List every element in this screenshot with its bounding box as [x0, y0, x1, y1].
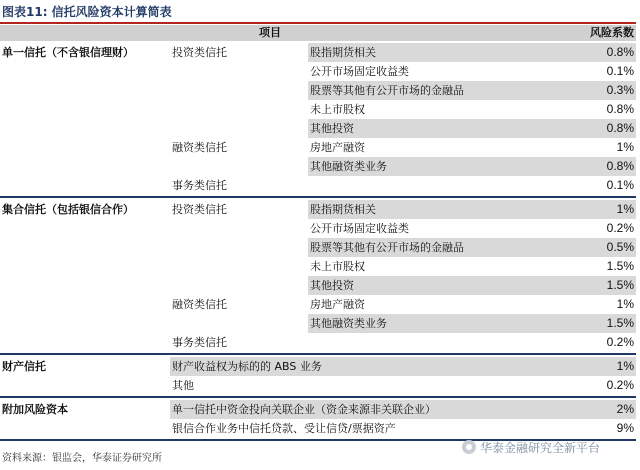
row-detail: 公开市场固定收益类: [310, 65, 409, 78]
row-detail: 其他融资类业务: [310, 160, 387, 173]
row-subcategory: 投资类信托: [172, 203, 227, 216]
row-risk-value: 1%: [616, 359, 634, 373]
row-subcategory: 事务类信托: [172, 179, 227, 192]
row-detail: 股指期货相关: [310, 46, 376, 59]
header-item-label: 项目: [259, 26, 281, 39]
row-risk-value: 0.8%: [606, 45, 634, 59]
header-risk-label: 风险系数: [590, 26, 634, 39]
wechat-icon: [462, 440, 476, 454]
row-risk-value: 1%: [616, 140, 634, 154]
source-note: 资料来源：银监会，华泰证券研究所: [2, 453, 162, 464]
row-detail: 股指期货相关: [310, 203, 376, 216]
section-divider: [0, 396, 636, 398]
row-risk-value: 2%: [616, 402, 634, 416]
row-subcategory: 融资类信托: [172, 141, 227, 154]
row-risk-value: 1.5%: [606, 278, 634, 292]
row-risk-value: 0.2%: [606, 335, 634, 349]
row-risk-value: 0.2%: [606, 221, 634, 235]
section-divider: [0, 196, 636, 198]
row-detail: 公开市场固定收益类: [310, 222, 409, 235]
watermark: [462, 437, 638, 457]
section-divider: [0, 353, 636, 355]
row-subcategory: 融资类信托: [172, 298, 227, 311]
row-risk-value: 0.1%: [606, 178, 634, 192]
section-category: 财产信托: [2, 360, 46, 373]
row-subcategory: 事务类信托: [172, 336, 227, 349]
row-risk-value: 0.2%: [606, 378, 634, 392]
row-subcategory: 银信合作业务中信托贷款、受让信贷/票据资产: [172, 422, 396, 435]
row-risk-value: 0.8%: [606, 159, 634, 173]
row-subcategory: 财产收益权为标的的 ABS 业务: [172, 360, 322, 373]
row-subcategory: 单一信托中资金投向关联企业（资金来源非关联企业）: [172, 403, 436, 416]
row-risk-value: 0.8%: [606, 102, 634, 116]
title-rule: [0, 22, 636, 24]
row-detail: 其他融资类业务: [310, 317, 387, 330]
section-category: 集合信托（包括银信合作）: [2, 203, 134, 216]
section-category: 单一信托（不含银信理财）: [2, 46, 134, 59]
row-detail: 其他投资: [310, 279, 354, 292]
row-risk-value: 1%: [616, 297, 634, 311]
row-risk-value: 0.8%: [606, 121, 634, 135]
row-risk-value: 0.5%: [606, 240, 634, 254]
row-detail: 房地产融资: [310, 298, 365, 311]
figure-title: 图表11: 信托风险资本计算简表: [2, 5, 172, 19]
row-detail: 股票等其他有公开市场的金融品: [310, 84, 464, 97]
row-risk-value: 9%: [616, 421, 634, 435]
row-risk-value: 0.3%: [606, 83, 634, 97]
watermark-text: 华泰金融研究全新平台: [480, 440, 601, 455]
row-subcategory: 投资类信托: [172, 46, 227, 59]
section-category: 附加风险资本: [2, 403, 68, 416]
row-risk-value: 0.1%: [606, 64, 634, 78]
row-detail: 股票等其他有公开市场的金融品: [310, 241, 464, 254]
row-detail: 未上市股权: [310, 103, 365, 116]
row-risk-value: 1.5%: [606, 259, 634, 273]
row-risk-value: 1.5%: [606, 316, 634, 330]
row-detail: 房地产融资: [310, 141, 365, 154]
row-risk-value: 1%: [616, 202, 634, 216]
row-detail: 未上市股权: [310, 260, 365, 273]
row-subcategory: 其他: [172, 379, 194, 392]
row-detail: 其他投资: [310, 122, 354, 135]
